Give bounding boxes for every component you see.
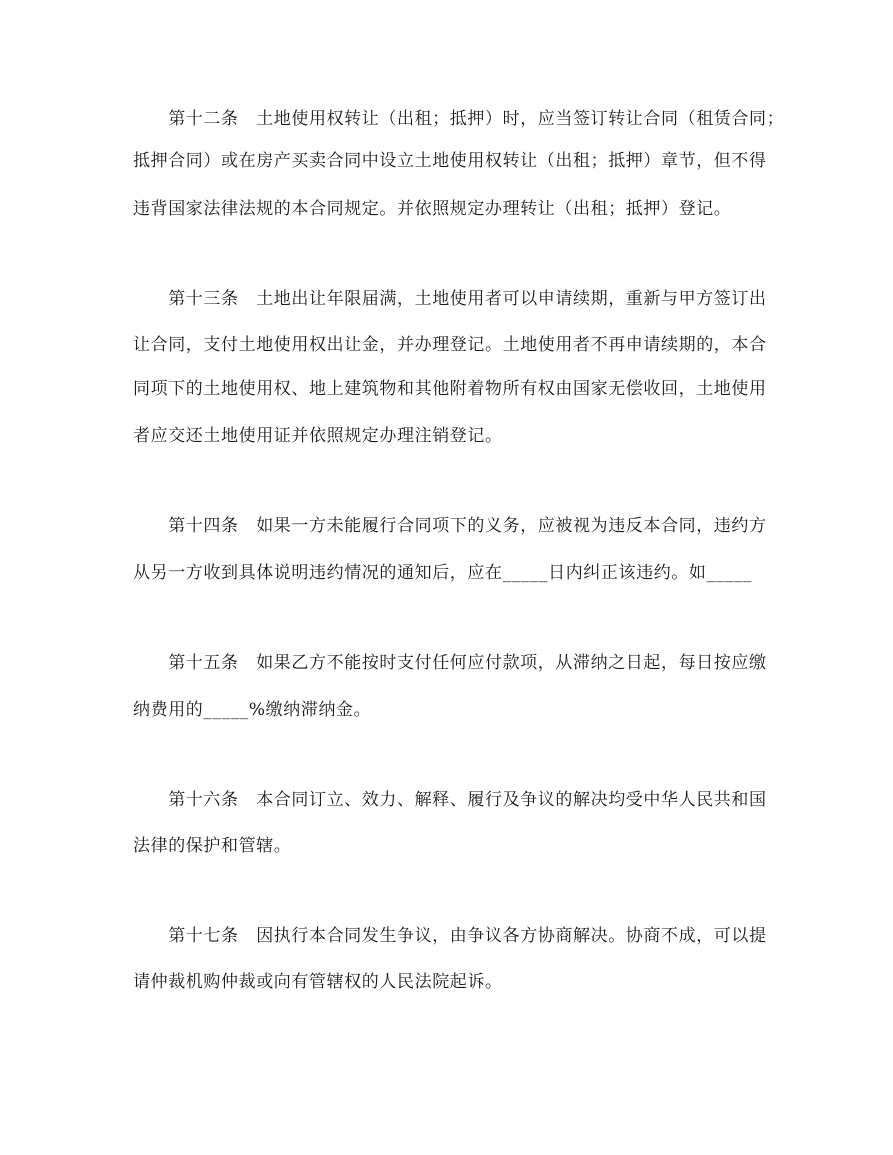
article-13-line-3: 同项下的土地使用权、地上建筑物和其他附着物所有权由国家无偿收回，土地使用 (133, 379, 767, 399)
article-15-line-2: 纳费用的_____%缴纳滞纳金。 (133, 700, 372, 720)
article-13-line-2: 让合同，支付土地使用权出让金，并办理登记。土地使用者不再申请续期的，本合 (133, 335, 767, 355)
article-13-line-1: 第十三条 土地出让年限届满，土地使用者可以申请续期，重新与甲方签订出 (133, 289, 767, 309)
article-12-line-1: 第十二条 土地使用权转让（出租；抵押）时，应当签订转让合同（租赁合同； (133, 109, 785, 129)
article-14-line-1: 第十四条 如果一方未能履行合同项下的义务，应被视为违反本合同，违约方 (133, 516, 767, 536)
article-16-line-2: 法律的保护和管辖。 (133, 836, 292, 856)
article-12-line-2: 抵押合同）或在房产买卖合同中设立土地使用权转让（出租；抵押）章节，但不得 (133, 151, 767, 171)
article-14-line-2: 从另一方收到具体说明违约情况的通知后，应在_____日内纠正该违约。如_____ (133, 563, 752, 583)
article-12-line-3: 违背国家法律法规的本合同规定。并依照规定办理转让（出租；抵押）登记。 (133, 199, 732, 219)
article-15-line-1: 第十五条 如果乙方不能按时支付任何应付款项，从滞纳之日起，每日按应缴 (133, 653, 767, 673)
article-17-line-1: 第十七条 因执行本合同发生争议，由争议各方协商解决。协商不成，可以提 (133, 926, 767, 946)
article-17-line-2: 请仲裁机购仲裁或向有管辖权的人民法院起诉。 (133, 972, 503, 992)
article-13-line-4: 者应交还土地使用证并依照规定办理注销登记。 (133, 426, 503, 446)
article-16-line-1: 第十六条 本合同订立、效力、解释、履行及争议的解决均受中华人民共和国 (133, 790, 767, 810)
